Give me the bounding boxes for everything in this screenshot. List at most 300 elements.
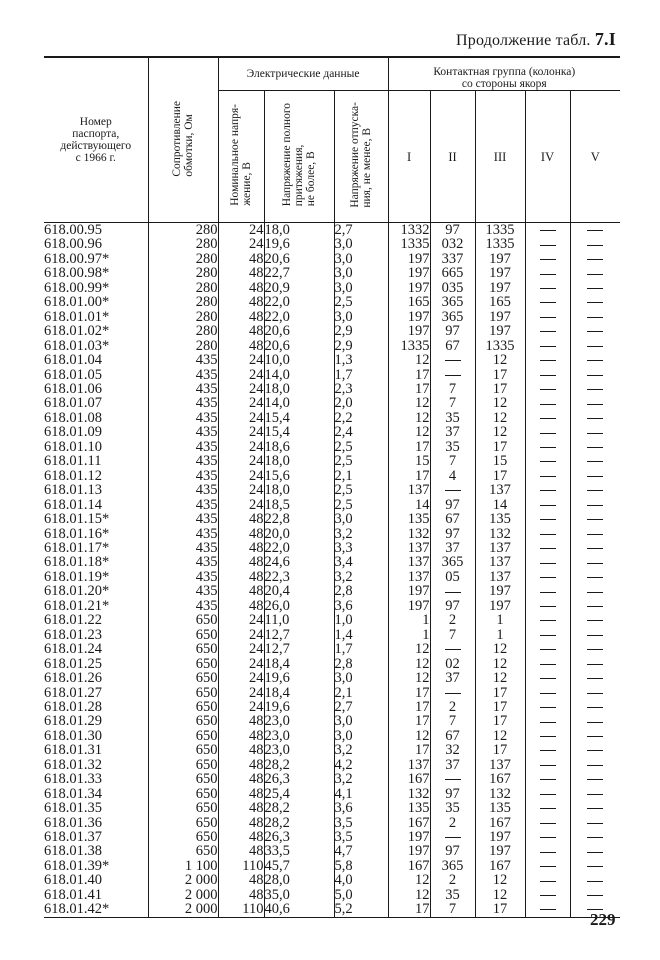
contact-col-iv	[525, 295, 570, 309]
dash-mark	[540, 461, 556, 462]
dash-mark	[587, 447, 603, 448]
contact-col-iii: 15	[475, 454, 525, 468]
dash-mark	[445, 837, 461, 838]
contact-col-iv	[525, 498, 570, 512]
nominal-voltage: 48	[218, 729, 264, 743]
table-row	[44, 483, 620, 497]
table-row	[44, 295, 620, 309]
contact-col-iv	[525, 787, 570, 801]
contact-col-v	[570, 310, 620, 324]
contact-col-iv	[525, 657, 570, 671]
contact-col-ii: 2	[430, 613, 475, 627]
contact-col-v	[570, 527, 620, 541]
contact-col-ii: 2	[430, 873, 475, 887]
release-voltage: 2,4	[334, 425, 388, 439]
table-row	[44, 816, 620, 830]
contact-col-i: 12	[388, 396, 430, 410]
dash-mark	[587, 505, 603, 506]
contact-col-ii: 337	[430, 252, 475, 266]
contact-col-ii: 365	[430, 310, 475, 324]
nominal-voltage: 48	[218, 830, 264, 844]
contact-col-ii	[430, 353, 475, 367]
header-pull-voltage	[264, 91, 334, 223]
passport-number: 618.01.26	[44, 670, 102, 687]
passport-number: 618.01.12	[44, 467, 102, 484]
contact-col-ii: 97	[430, 599, 475, 613]
dash-mark	[587, 245, 603, 246]
contact-col-v	[570, 700, 620, 714]
contact-col-iii: 17	[475, 743, 525, 757]
coil-resistance: 280	[148, 266, 218, 280]
contact-col-v	[570, 396, 620, 410]
dash-mark	[445, 490, 461, 491]
dash-mark	[540, 592, 556, 593]
contact-col-iv	[525, 628, 570, 642]
pull-in-voltage: 22,0	[264, 295, 334, 309]
contact-col-i: 137	[388, 483, 430, 497]
passport-number: 618.01.21*	[44, 597, 110, 614]
table-row	[44, 902, 620, 917]
passport-number: 618.01.04	[44, 352, 102, 369]
contact-col-iii: 17	[475, 368, 525, 382]
contact-col-iv	[525, 353, 570, 367]
passport-number: 618.01.01*	[44, 308, 110, 325]
header-resistance	[148, 57, 218, 223]
pull-in-voltage: 20,4	[264, 584, 334, 598]
contact-col-iv	[525, 671, 570, 685]
dash-mark	[587, 678, 603, 679]
dash-mark	[540, 664, 556, 665]
dash-mark	[445, 360, 461, 361]
header-pull-line: притяжения,	[293, 145, 305, 207]
dash-mark	[540, 534, 556, 535]
contact-col-i: 12	[388, 657, 430, 671]
contact-col-i: 167	[388, 772, 430, 786]
dash-mark	[587, 548, 603, 549]
coil-resistance: 650	[148, 686, 218, 700]
dash-mark	[540, 823, 556, 824]
table-row	[44, 324, 620, 338]
release-voltage: 3,0	[334, 671, 388, 685]
pull-in-voltage: 28,2	[264, 801, 334, 815]
dash-mark	[587, 418, 603, 419]
dash-mark	[587, 360, 603, 361]
contact-col-ii: 97	[430, 787, 475, 801]
contact-col-iii: 197	[475, 281, 525, 295]
pull-in-voltage: 26,0	[264, 599, 334, 613]
passport-number: 618.01.02*	[44, 323, 110, 340]
contact-col-v	[570, 541, 620, 555]
coil-resistance: 280	[148, 281, 218, 295]
contact-col-iv	[525, 555, 570, 569]
contact-col-iii: 137	[475, 483, 525, 497]
dash-mark	[587, 288, 603, 289]
pull-in-voltage: 18,0	[264, 223, 334, 238]
dash-mark	[540, 606, 556, 607]
contact-col-v	[570, 844, 620, 858]
coil-resistance: 650	[148, 714, 218, 728]
release-voltage: 3,0	[334, 252, 388, 266]
table-body	[44, 223, 620, 918]
dash-mark	[540, 346, 556, 347]
nominal-voltage: 24	[218, 440, 264, 454]
header-resistance-line: обмотки, Ом	[183, 113, 195, 177]
contact-col-i: 1332	[388, 223, 430, 238]
contact-col-ii	[430, 830, 475, 844]
passport-number: 618.01.31	[44, 742, 102, 759]
contact-col-iv	[525, 440, 570, 454]
contact-col-v	[570, 382, 620, 396]
dash-mark	[540, 750, 556, 751]
contact-col-i: 137	[388, 541, 430, 555]
passport-number: 618.01.05	[44, 366, 102, 383]
contact-col-iii: 167	[475, 859, 525, 873]
contact-col-i: 12	[388, 873, 430, 887]
passport-number: 618.01.35	[44, 800, 102, 817]
table-row	[44, 310, 620, 324]
table-row	[44, 527, 620, 541]
passport-number: 618.01.16*	[44, 525, 110, 542]
contact-col-v	[570, 613, 620, 627]
contact-col-iv	[525, 729, 570, 743]
coil-resistance: 435	[148, 512, 218, 526]
contact-col-iv	[525, 237, 570, 251]
table-row	[44, 758, 620, 772]
coil-resistance: 650	[148, 700, 218, 714]
release-voltage: 4,0	[334, 873, 388, 887]
passport-number: 618.01.07	[44, 395, 102, 412]
contact-col-iii: 132	[475, 527, 525, 541]
contact-col-v	[570, 859, 620, 873]
contact-col-iv	[525, 368, 570, 382]
contact-col-ii: 67	[430, 512, 475, 526]
dash-mark	[540, 331, 556, 332]
release-voltage: 2,7	[334, 700, 388, 714]
contact-col-v	[570, 295, 620, 309]
contact-col-i: 132	[388, 787, 430, 801]
dash-mark	[587, 375, 603, 376]
passport-number: 618.01.36	[44, 814, 102, 831]
contact-col-ii: 97	[430, 527, 475, 541]
dash-mark	[587, 736, 603, 737]
passport-number: 618.01.25	[44, 655, 102, 672]
table-row	[44, 411, 620, 425]
table-row	[44, 686, 620, 700]
nominal-voltage: 24	[218, 483, 264, 497]
contact-col-iv	[525, 425, 570, 439]
passport-number: 618.01.20*	[44, 583, 110, 600]
release-voltage: 3,2	[334, 743, 388, 757]
contact-col-v	[570, 772, 620, 786]
contact-col-ii: 665	[430, 266, 475, 280]
table-header	[44, 57, 620, 223]
contact-col-ii: 7	[430, 628, 475, 642]
dash-mark	[587, 230, 603, 231]
dash-mark	[540, 765, 556, 766]
dash-mark	[587, 331, 603, 332]
dash-mark	[540, 230, 556, 231]
dash-mark	[587, 765, 603, 766]
header-contact-group	[388, 57, 620, 91]
contact-col-iv	[525, 454, 570, 468]
coil-resistance: 650	[148, 671, 218, 685]
passport-number: 618.01.13	[44, 482, 102, 499]
release-voltage: 3,5	[334, 816, 388, 830]
release-voltage: 4,1	[334, 787, 388, 801]
dash-mark	[540, 505, 556, 506]
header-nominal-voltage	[218, 91, 264, 223]
dash-mark	[587, 519, 603, 520]
table-row	[44, 844, 620, 858]
contact-col-iii: 137	[475, 555, 525, 569]
table-row	[44, 888, 620, 902]
coil-resistance: 1 100	[148, 859, 218, 873]
contact-col-v	[570, 339, 620, 353]
coil-resistance: 435	[148, 454, 218, 468]
contact-col-iv	[525, 642, 570, 656]
passport-number: 618.01.15*	[44, 511, 110, 528]
pull-in-voltage: 20,6	[264, 252, 334, 266]
passport-number: 618.01.42*	[44, 901, 110, 918]
nominal-voltage: 48	[218, 743, 264, 757]
header-col-i: I	[388, 91, 430, 223]
contact-col-i: 12	[388, 671, 430, 685]
dash-mark	[587, 664, 603, 665]
contact-col-iii: 137	[475, 570, 525, 584]
contact-col-iv	[525, 512, 570, 526]
dash-mark	[540, 577, 556, 578]
contact-col-iv	[525, 873, 570, 887]
contact-col-ii	[430, 686, 475, 700]
contact-col-i: 17	[388, 440, 430, 454]
contact-col-v	[570, 873, 620, 887]
dash-mark	[587, 302, 603, 303]
table-row	[44, 570, 620, 584]
pull-in-voltage: 26,3	[264, 772, 334, 786]
dash-mark	[540, 693, 556, 694]
dash-mark	[540, 302, 556, 303]
contact-col-i: 17	[388, 714, 430, 728]
passport-number: 618.01.10	[44, 438, 102, 455]
passport-number: 618.00.98*	[44, 265, 110, 282]
release-voltage: 2,8	[334, 657, 388, 671]
dash-mark	[540, 620, 556, 621]
passport-number: 618.01.29	[44, 713, 102, 730]
table-row	[44, 281, 620, 295]
contact-col-ii: 67	[430, 339, 475, 353]
header-passport-line: паспорта,	[72, 128, 120, 140]
pull-in-voltage: 15,6	[264, 469, 334, 483]
contact-col-v	[570, 642, 620, 656]
release-voltage: 2,2	[334, 411, 388, 425]
table-row	[44, 743, 620, 757]
coil-resistance: 280	[148, 237, 218, 251]
dash-mark	[540, 548, 556, 549]
passport-number: 618.01.22	[44, 612, 102, 629]
contact-col-iii: 12	[475, 411, 525, 425]
dash-mark	[540, 519, 556, 520]
contact-col-i: 12	[388, 411, 430, 425]
header-release-voltage	[334, 91, 388, 223]
passport-number: 618.00.97*	[44, 250, 110, 267]
contact-col-i: 1	[388, 628, 430, 642]
header-nominal-line: жение, В	[241, 162, 253, 206]
contact-col-iii: 17	[475, 469, 525, 483]
contact-col-iii: 135	[475, 801, 525, 815]
pull-in-voltage: 18,6	[264, 440, 334, 454]
passport-number: 618.01.09	[44, 424, 102, 441]
coil-resistance: 650	[148, 772, 218, 786]
coil-resistance: 435	[148, 599, 218, 613]
pull-in-voltage: 33,5	[264, 844, 334, 858]
pull-in-voltage: 28,2	[264, 758, 334, 772]
contact-col-i: 197	[388, 281, 430, 295]
release-voltage: 4,2	[334, 758, 388, 772]
nominal-voltage: 48	[218, 541, 264, 555]
release-voltage: 3,0	[334, 512, 388, 526]
table-row	[44, 541, 620, 555]
contact-col-ii: 7	[430, 382, 475, 396]
table-row	[44, 830, 620, 844]
release-voltage: 3,0	[334, 714, 388, 728]
table-row	[44, 787, 620, 801]
table-row	[44, 700, 620, 714]
pull-in-voltage: 23,0	[264, 729, 334, 743]
contact-col-v	[570, 353, 620, 367]
nominal-voltage: 24	[218, 671, 264, 685]
contact-col-ii: 35	[430, 411, 475, 425]
table-row	[44, 628, 620, 642]
contact-col-ii	[430, 584, 475, 598]
contact-col-i: 197	[388, 266, 430, 280]
dash-mark	[540, 635, 556, 636]
table-row	[44, 339, 620, 353]
contact-col-iv	[525, 830, 570, 844]
contact-col-v	[570, 628, 620, 642]
pull-in-voltage: 15,4	[264, 411, 334, 425]
passport-number: 618.01.32	[44, 756, 102, 773]
release-voltage: 3,0	[334, 266, 388, 280]
contact-col-ii: 32	[430, 743, 475, 757]
dash-mark	[587, 389, 603, 390]
pull-in-voltage: 19,6	[264, 700, 334, 714]
header-resistance-line: Сопротивление	[171, 100, 183, 177]
pull-in-voltage: 18,0	[264, 483, 334, 497]
passport-number: 618.01.06	[44, 380, 102, 397]
contact-col-iv	[525, 584, 570, 598]
contact-col-iv	[525, 888, 570, 902]
table-row	[44, 237, 620, 251]
contact-col-iii: 1	[475, 628, 525, 642]
release-voltage: 5,0	[334, 888, 388, 902]
pull-in-voltage: 22,8	[264, 512, 334, 526]
coil-resistance: 280	[148, 324, 218, 338]
nominal-voltage: 48	[218, 816, 264, 830]
passport-number: 618.00.99*	[44, 279, 110, 296]
passport-number: 618.01.24	[44, 641, 102, 658]
nominal-voltage: 48	[218, 772, 264, 786]
contact-col-iv	[525, 469, 570, 483]
dash-mark	[587, 722, 603, 723]
contact-col-i: 12	[388, 642, 430, 656]
contact-col-iv	[525, 339, 570, 353]
passport-number: 618.01.00*	[44, 294, 110, 311]
release-voltage: 1,7	[334, 368, 388, 382]
contact-col-iv	[525, 801, 570, 815]
dash-mark	[540, 259, 556, 260]
table-row	[44, 382, 620, 396]
contact-col-ii: 97	[430, 223, 475, 238]
pull-in-voltage: 20,0	[264, 527, 334, 541]
contact-col-i: 167	[388, 816, 430, 830]
contact-col-iii: 167	[475, 816, 525, 830]
dash-mark	[540, 447, 556, 448]
coil-resistance: 280	[148, 339, 218, 353]
nominal-voltage: 24	[218, 498, 264, 512]
dash-mark	[540, 317, 556, 318]
header-resistance-text	[171, 101, 195, 177]
pull-in-voltage: 18,0	[264, 454, 334, 468]
contact-col-v	[570, 584, 620, 598]
table-row	[44, 498, 620, 512]
contact-col-iii: 1	[475, 613, 525, 627]
contact-col-v	[570, 266, 620, 280]
contact-col-iv	[525, 266, 570, 280]
release-voltage: 2,3	[334, 382, 388, 396]
dash-mark	[587, 866, 603, 867]
passport-number: 618.01.23	[44, 626, 102, 643]
contact-col-iv	[525, 570, 570, 584]
contact-col-ii: 37	[430, 425, 475, 439]
dash-mark	[587, 274, 603, 275]
passport-number: 618.01.30	[44, 727, 102, 744]
dash-mark	[540, 649, 556, 650]
dash-mark	[540, 808, 556, 809]
dash-mark	[587, 490, 603, 491]
contact-col-iii: 197	[475, 584, 525, 598]
contact-col-v	[570, 787, 620, 801]
contact-col-ii: 7	[430, 454, 475, 468]
passport-number: 618.01.18*	[44, 554, 110, 571]
contact-col-iii: 197	[475, 252, 525, 266]
coil-resistance: 280	[148, 223, 218, 238]
coil-resistance: 650	[148, 628, 218, 642]
release-voltage: 5,8	[334, 859, 388, 873]
contact-col-i: 135	[388, 512, 430, 526]
contact-col-iii: 17	[475, 902, 525, 917]
passport-number: 618.01.38	[44, 843, 102, 860]
nominal-voltage: 24	[218, 411, 264, 425]
contact-col-v	[570, 686, 620, 700]
nominal-voltage: 48	[218, 584, 264, 598]
coil-resistance: 2 000	[148, 902, 218, 917]
dash-mark	[587, 433, 603, 434]
pull-in-voltage: 22,3	[264, 570, 334, 584]
pull-in-voltage: 25,4	[264, 787, 334, 801]
contact-col-iv	[525, 483, 570, 497]
pull-in-voltage: 12,7	[264, 642, 334, 656]
contact-col-ii: 97	[430, 324, 475, 338]
contact-col-ii	[430, 483, 475, 497]
table-row	[44, 613, 620, 627]
contact-col-v	[570, 671, 620, 685]
dash-mark	[540, 909, 556, 910]
contact-col-ii: 365	[430, 295, 475, 309]
contact-col-ii: 02	[430, 657, 475, 671]
contact-col-v	[570, 281, 620, 295]
nominal-voltage: 48	[218, 281, 264, 295]
contact-col-v	[570, 411, 620, 425]
